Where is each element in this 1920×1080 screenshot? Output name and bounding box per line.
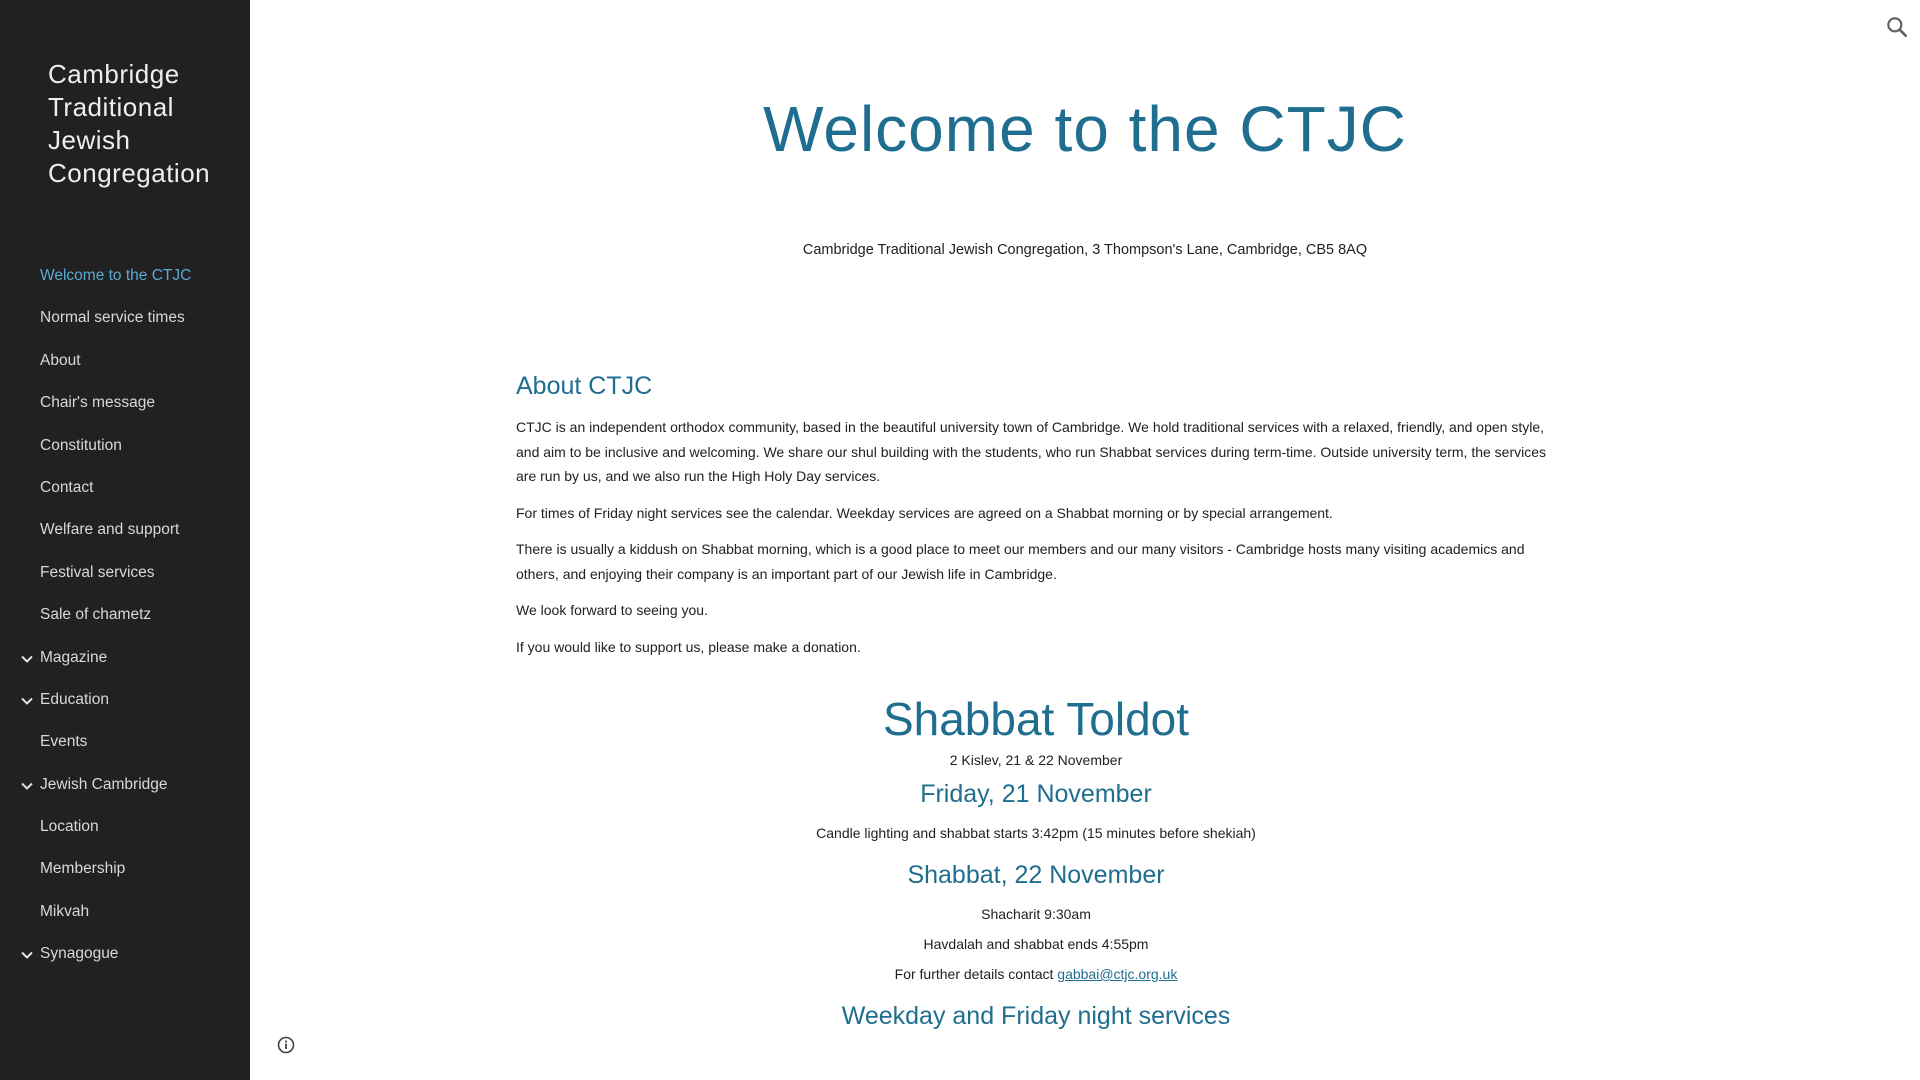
sidebar-item-label: Welfare and support bbox=[40, 521, 180, 539]
about-paragraph: For times of Friday night services see the calendar. Weekday services are agreed on a Shabbat morning or by special arrangement. bbox=[516, 504, 1333, 521]
sidebar-item-label: Mikvah bbox=[40, 902, 90, 920]
sidebar-item-normal-service-times[interactable] bbox=[0, 300, 250, 342]
chevron-down-icon[interactable] bbox=[20, 694, 34, 708]
sidebar-item-label: Magazine bbox=[40, 648, 108, 666]
sidebar-item-magazine[interactable] bbox=[0, 640, 250, 682]
sidebar-item-label: Normal service times bbox=[40, 309, 185, 327]
weekday-heading: Weekday and Friday night services bbox=[841, 1002, 1231, 1030]
contact-line bbox=[516, 964, 1556, 984]
sidebar-item-synagogue[interactable] bbox=[0, 936, 250, 978]
sidebar-item-label: Synagogue bbox=[40, 945, 119, 963]
info-icon bbox=[276, 1035, 296, 1055]
main-content bbox=[250, 0, 1920, 1080]
shacharit-time: Shacharit 9:30am bbox=[981, 906, 1091, 922]
page-title: Welcome to the CTJC bbox=[763, 93, 1407, 165]
sidebar-item-about[interactable] bbox=[0, 343, 250, 385]
address: Cambridge Traditional Jewish Congregation, 3 Thompson's Lane, Cambridge, CB5 8AQ bbox=[802, 242, 1368, 258]
sidebar-item-label: About bbox=[40, 351, 81, 369]
friday-heading: Friday, 21 November bbox=[920, 780, 1152, 808]
sidebar-item-welcome-to-the-ctjc[interactable] bbox=[0, 258, 250, 300]
sidebar-item-jewish-cambridge[interactable] bbox=[0, 767, 250, 809]
shabbat-date: 2 Kislev, 21 & 22 November bbox=[949, 752, 1123, 768]
sidebar-item-label: Events bbox=[40, 733, 88, 751]
shabbat-heading: Shabbat Toldot bbox=[882, 693, 1190, 745]
chevron-down-icon[interactable] bbox=[20, 948, 34, 962]
sidebar-item-membership[interactable] bbox=[0, 851, 250, 893]
chevron-down-icon[interactable] bbox=[20, 779, 34, 793]
sidebar-item-chair-s-message[interactable] bbox=[0, 385, 250, 427]
sidebar-item-events[interactable] bbox=[0, 724, 250, 766]
about-section bbox=[516, 372, 1556, 671]
about-paragraph: CTJC is an independent orthodox community, based in the beautiful university town of Cambridge. We hold traditional services with a relaxed, friendly, and open style, and aim to be inclusive and welcoming. We share our shul building with the students, who run Shabbat services during term-time. Outside university term, the services are run by us, and we also run the High Holy Day services. bbox=[516, 419, 1547, 484]
sidebar-nav bbox=[0, 258, 250, 979]
sidebar-item-contact[interactable] bbox=[0, 470, 250, 512]
contact-prefix: For further details contact bbox=[894, 966, 1058, 982]
about-paragraph: There is usually a kiddush on Shabbat morning, which is a good place to meet our members and our many visitors - Cambridge hosts many visiting academics and others, and enjoying their company is an important part of our Jewish life in Cambridge. bbox=[516, 541, 1525, 582]
sidebar-item-label: Chair's message bbox=[40, 394, 155, 412]
friday-times: Candle lighting and shabbat starts 3:42pm (15 minutes before shekiah) bbox=[816, 825, 1256, 841]
sidebar-item-welfare-and-support[interactable] bbox=[0, 512, 250, 554]
havdalah-time: Havdalah and shabbat ends 4:55pm bbox=[923, 936, 1149, 952]
sidebar-item-label: Location bbox=[40, 818, 99, 836]
sidebar-item-festival-services[interactable] bbox=[0, 555, 250, 597]
sidebar-item-label: Jewish Cambridge bbox=[40, 775, 168, 793]
search-icon bbox=[1884, 14, 1910, 40]
about-paragraph: If you would like to support us, please make a donation. bbox=[516, 638, 861, 655]
sidebar-item-education[interactable] bbox=[0, 682, 250, 724]
chevron-down-icon[interactable] bbox=[20, 652, 34, 666]
sidebar-item-label: Contact bbox=[40, 478, 94, 496]
about-paragraph: We look forward to seeing you. bbox=[516, 602, 708, 618]
contact-email-link[interactable]: gabbai@ctjc.org.uk bbox=[1057, 966, 1178, 982]
sidebar-item-mikvah[interactable] bbox=[0, 894, 250, 936]
sidebar-item-constitution[interactable] bbox=[0, 428, 250, 470]
about-heading: About CTJC bbox=[516, 372, 653, 400]
sidebar-item-label: Welcome to the CTJC bbox=[40, 267, 192, 284]
site-info-button[interactable] bbox=[276, 1035, 296, 1055]
site-title[interactable]: Cambridge Traditional Jewish Congregation bbox=[48, 59, 211, 188]
sidebar-item-label: Education bbox=[40, 690, 109, 708]
shabbat-day-heading: Shabbat, 22 November bbox=[907, 861, 1165, 889]
shabbat-section bbox=[516, 690, 1556, 1045]
sidebar-item-label: Sale of chametz bbox=[40, 606, 152, 624]
search-button[interactable] bbox=[1884, 14, 1910, 40]
sidebar-item-label: Festival services bbox=[40, 563, 155, 581]
sidebar-item-label: Constitution bbox=[40, 436, 122, 454]
sidebar-item-sale-of-chametz[interactable] bbox=[0, 597, 250, 639]
sidebar-item-location[interactable] bbox=[0, 809, 250, 851]
sidebar bbox=[0, 0, 250, 1080]
sidebar-item-label: Membership bbox=[40, 860, 126, 878]
